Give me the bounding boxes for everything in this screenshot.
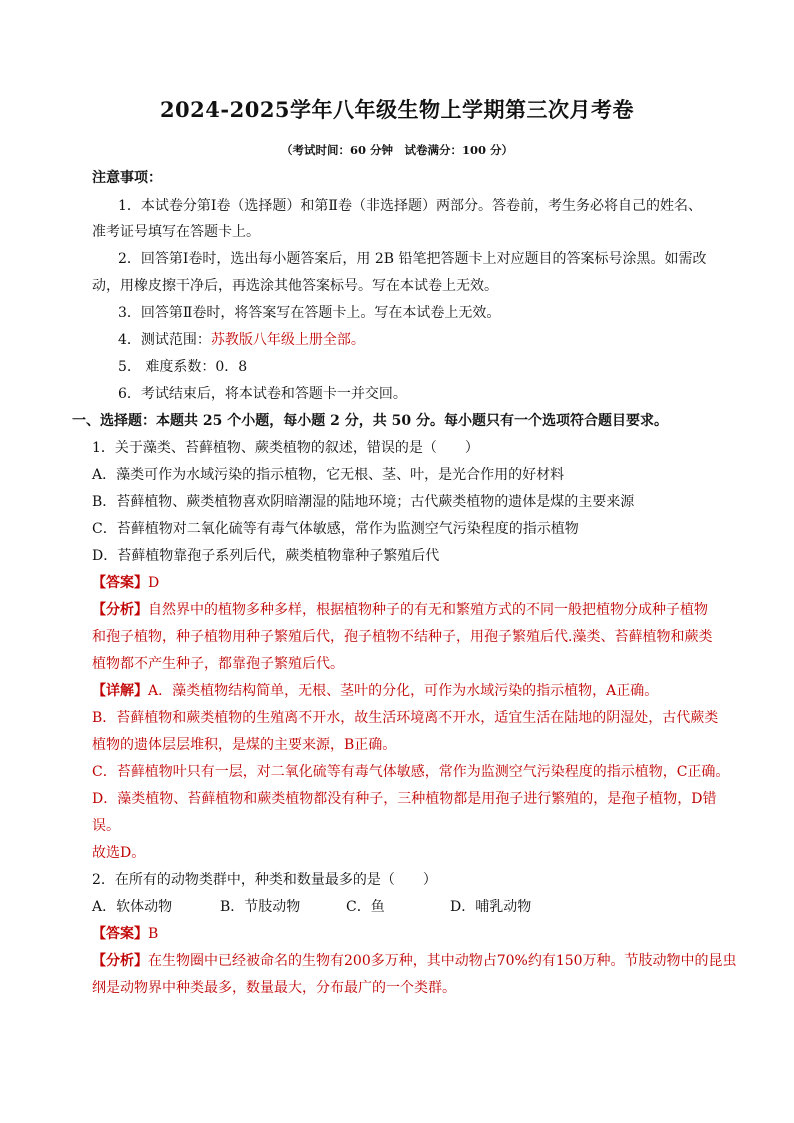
q1-detail-label: 【详解】 <box>92 683 148 699</box>
q1-option-a: A．藻类可作为水域污染的指示植物，它无根、茎、叶，是光合作用的好材料 <box>92 467 565 483</box>
q1-analysis-line-1 <box>92 600 708 620</box>
q1-detail-a-text: A．藻类植物结构简单，无根、茎叶的分化，可作为水域污染的指示植物，A正确。 <box>148 683 659 699</box>
section-1-heading: 一、选择题：本题共 25 个小题，每小题 2 分，共 50 分。每小题只有一个选项符合题目要求。 <box>72 413 668 429</box>
q2-option-a: A．软体动物 <box>92 899 173 915</box>
note-5: 5. 难度系数：0．8 <box>118 359 248 375</box>
q2-option-b: B．节肢动物 <box>220 899 301 915</box>
q2-analysis-line-1 <box>92 951 737 971</box>
note-1-line-2: 准考证号填写在答题卡上。 <box>92 224 260 240</box>
q1-detail-b-line-1: B．苔藓植物和蕨类植物的生殖离不开水，故生活环境离不开水，适宜生活在陆地的阴湿处，古代蕨类 <box>92 710 719 726</box>
exam-subtitle: （考试时间：60 分钟 试卷满分：100 分） <box>280 143 513 157</box>
q1-analysis-text-1: 自然界中的植物多种多样，根据植物种子的有无和繁殖方式的不同一般把植物分成种子植物 <box>148 602 708 618</box>
q2-option-d: D．哺乳动物 <box>450 899 532 915</box>
q1-answer <box>92 573 159 593</box>
q1-stem: 1．关于藻类、苔藓植物、蕨类植物的叙述，错误的是（ ） <box>92 440 479 456</box>
q2-analysis-label: 【分析】 <box>92 953 148 969</box>
q1-option-d: D．苔藓植物靠孢子系列后代，蕨类植物靠种子繁殖后代 <box>92 548 440 564</box>
q1-answer-label: 【答案】 <box>92 575 148 591</box>
exam-title: 2024-2025学年八年级生物上学期第三次月考卷 <box>159 97 635 122</box>
note-2-line-1: 2．回答第Ⅰ卷时，选出每小题答案后，用 2B 铅笔把答题卡上对应题目的答案标号涂黑。如需改 <box>118 251 707 267</box>
q1-analysis-line-2: 和孢子植物，种子植物用种子繁殖后代，孢子植物不结种子，用孢子繁殖后代.藻类、苔藓植物和蕨类 <box>92 629 713 645</box>
q2-options <box>92 897 531 917</box>
q2-analysis-line-2: 纲是动物界中种类最多，数量最大，分布最广的一个类群。 <box>92 980 456 996</box>
note-2-line-2: 动，用橡皮擦干净后，再选涂其他答案标号。写在本试卷上无效。 <box>92 278 498 294</box>
q2-answer-value: B <box>148 926 159 942</box>
q1-detail-d-line-2: 误。 <box>92 818 120 834</box>
q2-option-c: C．鱼 <box>346 899 385 915</box>
q1-detail-d-line-1: D．藻类植物、苔藓植物和蕨类植物都没有种子，三种植物都是用孢子进行繁殖的，是孢子植物，D错 <box>92 791 717 807</box>
q2-analysis-text-1: 在生物圈中已经被命名的生物有200多万种，其中动物占70%约有150万种。节肢动物中的昆虫 <box>148 953 737 969</box>
q1-option-c: C．苔藓植物对二氧化硫等有毒气体敏感，常作为监测空气污染程度的指示植物 <box>92 521 579 537</box>
q2-answer <box>92 924 158 944</box>
q1-detail-b-line-2: 植物的遗体层层堆积，是煤的主要来源，B正确。 <box>92 737 397 753</box>
q1-detail-c: C．苔藓植物叶只有一层，对二氧化硫等有毒气体敏感，常作为监测空气污染程度的指示植物，C正确。 <box>92 764 730 780</box>
q1-answer-value: D <box>148 575 160 591</box>
q2-answer-label: 【答案】 <box>92 926 148 942</box>
q1-detail-a <box>92 681 658 701</box>
q2-stem: 2．在所有的动物类群中，种类和数量最多的是（ ） <box>92 872 437 888</box>
note-4 <box>118 330 365 350</box>
note-4-prefix: 4．测试范围： <box>118 332 211 348</box>
notes-heading: 注意事项： <box>92 170 162 186</box>
note-6: 6．考试结束后，将本试卷和答题卡一并交回。 <box>118 386 407 402</box>
note-4-range: 苏教版八年级上册全部。 <box>210 332 365 348</box>
q1-conclusion: 故选D。 <box>92 845 146 861</box>
q1-analysis-label: 【分析】 <box>92 602 148 618</box>
q1-option-b: B．苔藓植物、蕨类植物喜欢阴暗潮湿的陆地环境；古代蕨类植物的遗体是煤的主要来源 <box>92 494 635 510</box>
note-3: 3．回答第Ⅱ卷时，将答案写在答题卡上。写在本试卷上无效。 <box>118 305 501 321</box>
note-1-line-1: 1．本试卷分第Ⅰ卷（选择题）和第Ⅱ卷（非选择题）两部分。答卷前，考生务必将自己的姓名、 <box>118 198 702 214</box>
q1-analysis-line-3: 植物都不产生种子，都靠孢子繁殖后代。 <box>92 656 344 672</box>
